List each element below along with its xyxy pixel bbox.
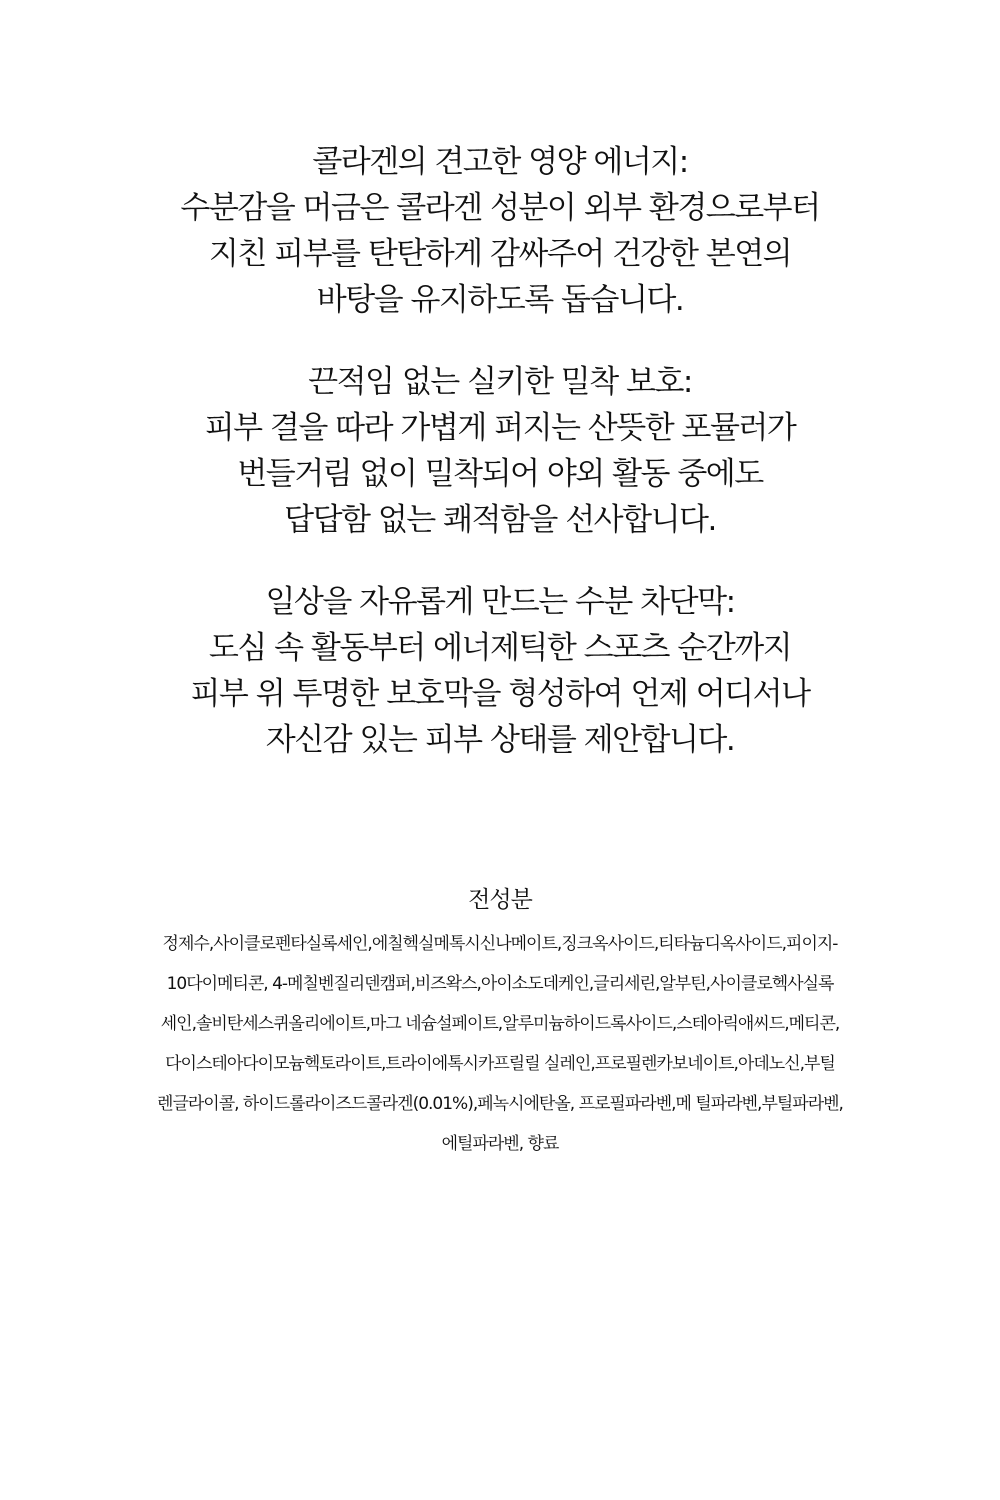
feature-heading: 콜라겐의 견고한 영양 에너지: — [312, 144, 688, 180]
ingredients-line: 다이스테아다이모늄헥토라이트,트라이에톡시카프릴릴 실레인,프로필렌카보네이트,아데노신,부틸 — [165, 1054, 835, 1074]
feature-text-line: 바탕을 유지하도록 돕습니다. — [316, 282, 684, 318]
feature-block-barrier — [0, 579, 1000, 763]
feature-heading: 끈적임 없는 실키한 밀착 보호: — [308, 364, 692, 400]
feature-text-line: 번들거림 없이 밀착되어 야외 활동 중에도 — [237, 456, 763, 492]
ingredients-line: 렌글라이콜, 하이드롤라이즈드콜라겐(0.01%),페녹시에탄올, 프로필파라벤,메 틸파라벤,부틸파라벤, — [157, 1094, 843, 1114]
ingredients-list — [0, 924, 1000, 1164]
feature-text-line: 자신감 있는 피부 상태를 제안합니다. — [265, 722, 735, 758]
feature-heading: 일상을 자유롭게 만드는 수분 차단막: — [265, 584, 735, 620]
ingredients-line: 10다이메티콘, 4-메칠벤질리덴캠퍼,비즈왁스,아이소도데케인,글리세린,알부틴,사이클로헥사실록 — [166, 974, 834, 994]
ingredients-line: 에틸파라벤, 향료 — [441, 1134, 559, 1154]
feature-block-silky — [0, 359, 1000, 543]
feature-block-collagen — [0, 139, 1000, 323]
feature-text-line: 답답함 없는 쾌적함을 선사합니다. — [284, 502, 716, 538]
feature-text-line: 수분감을 머금은 콜라겐 성분이 외부 환경으로부터 — [180, 190, 820, 226]
ingredients-line: 세인,솔비탄세스퀴올리에이트,마그 네슘설페이트,알루미늄하이드록사이드,스테아릭애씨드,메티콘, — [160, 1014, 840, 1034]
ingredients-line: 정제수,사이클로펜타실록세인,에칠헥실메톡시신나메이트,징크옥사이드,티타늄디옥사이드,피이지- — [162, 934, 838, 954]
ingredients-title: 전성분 — [468, 887, 532, 913]
feature-text-line: 도심 속 활동부터 에너제틱한 스포츠 순간까지 — [208, 630, 792, 666]
feature-text-line: 피부 위 투명한 보호막을 형성하여 언제 어디서나 — [190, 676, 810, 712]
feature-text-line: 지친 피부를 탄탄하게 감싸주어 건강한 본연의 — [208, 236, 792, 272]
feature-text-line: 피부 결을 따라 가볍게 퍼지는 산뜻한 포뮬러가 — [204, 410, 796, 446]
